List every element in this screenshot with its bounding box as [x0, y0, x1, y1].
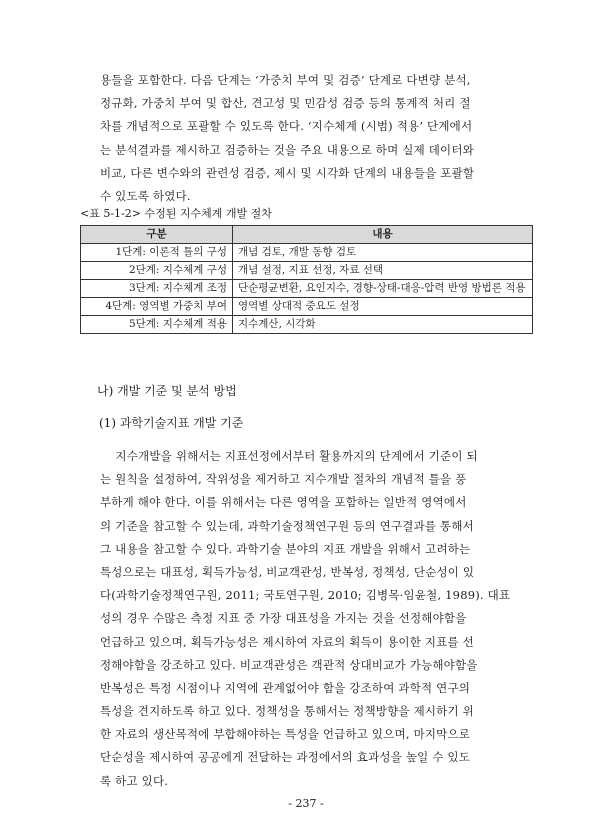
content-cell: 개념 설정, 지표 선정, 자료 선택: [233, 262, 533, 280]
table-row: [81, 280, 533, 298]
intro-paragraph: [100, 69, 532, 208]
text-line: 그 내용을 참고할 수 있다. 과학기술 분야의 지표 개발을 위해서 고려하는: [100, 541, 471, 556]
text-line: 의 기준을 참고할 수 있는데, 과학기술정책연구원 등의 연구결과를 통해서: [100, 518, 474, 533]
text-line: 다(과학기술정책연구원, 2011; 국토연구원, 2010; 김병목·임윤철, 1989). 대표: [100, 588, 511, 603]
text-line: 는 분석결과를 제시하고 검증하는 것을 주요 내용으로 하며 실제 데이터와: [100, 142, 474, 157]
text-line: 특성으로는 대표성, 획득가능성, 비교객관성, 반복성, 정책성, 단순성이 있: [100, 564, 475, 579]
text-line: 록 하고 있다.: [100, 773, 169, 788]
stage-cell: 5단계: 지수체계 적용: [81, 316, 233, 334]
stage-cell: 2단계: 지수체계 구성: [81, 262, 233, 280]
text-line: 특성을 견지하도록 하고 있다. 정책성을 통해서는 정책방향을 제시하기 위: [100, 704, 474, 719]
table-row: [81, 244, 533, 262]
content-cell: 단순평균변환, 요인지수, 경향-상태-대응-압력 반영 방법론 적용: [233, 280, 533, 298]
stage-cell: 4단계: 영역별 가중치 부여: [81, 298, 233, 316]
text-line: 차를 개념적으로 포괄할 수 있도록 한다. ‘지수체계 (시범) 적용’ 단계에서: [100, 119, 473, 134]
text-line: 용들을 포함한다. 다음 단계는 ‘가중치 부여 및 검증’ 단계로 다변량 분석,: [100, 73, 471, 87]
text-line: 부하게 해야 한다. 이를 위해서는 다른 영역을 포함하는 일반적 영역에서: [100, 495, 467, 510]
text-line: 는 원칙을 설정하여, 작위성을 제거하고 지수개발 절차의 개념적 틀을 풍: [100, 472, 467, 487]
table-row: [81, 262, 533, 280]
table-caption: <표 5-1-2> 수정된 지수체계 개발 절차: [80, 207, 272, 220]
column-header-content: 내용: [233, 226, 533, 244]
page-number: - 237 -: [288, 797, 324, 810]
body-paragraph: [100, 445, 532, 793]
text-line: 정규화, 가중치 부여 및 합산, 견고성 및 민감성 검증 등의 통계적 처리 절: [100, 96, 471, 111]
table-header-row: [81, 226, 533, 244]
column-header-stage: 구분: [81, 226, 233, 244]
text-line: 지수개발을 위해서는 지표선정에서부터 활용까지의 단계에서 기준이 되: [100, 449, 478, 463]
text-line: 한 자료의 생산목적에 부합해야하는 특성을 언급하고 있으며, 마지막으로: [100, 727, 471, 742]
section-heading: 나) 개발 기준 및 분석 방법: [97, 384, 237, 398]
text-line: 비교, 다른 변수와의 관련성 검증, 제시 및 시각화 단계의 내용들을 포괄할: [100, 165, 475, 180]
text-line: 정해야함을 강조하고 있다. 비교객관성은 객관적 상대비교가 가능해야함을: [100, 657, 478, 672]
text-line: 수 있도록 하였다.: [100, 188, 191, 203]
text-line: 반복성은 특정 시점이나 지역에 관계없어야 함을 강조하여 과학적 연구의: [100, 680, 471, 695]
content-cell: 지수계산, 시각화: [233, 316, 533, 334]
text-line: 성의 경우 수많은 측정 지표 중 가장 대표성을 가지는 것을 선정해야함을: [100, 611, 467, 626]
content-cell: 영역별 상대적 중요도 설정: [233, 298, 533, 316]
text-line: 단순성을 제시하여 공공에게 전달하는 과정에서의 효과성을 높일 수 있도: [100, 750, 471, 765]
stage-cell: 3단계: 지수체계 조정: [81, 280, 233, 298]
table-row: [81, 298, 533, 316]
stage-cell: 1단계: 이론적 틀의 구성: [81, 244, 233, 262]
text-line: 언급하고 있으며, 획득가능성은 제시하여 자료의 획득이 용이한 지표를 선: [100, 634, 474, 649]
subsection-heading: (1) 과학기술지표 개발 기준: [99, 416, 244, 430]
procedure-table: [80, 225, 533, 334]
table-row: [81, 316, 533, 334]
content-cell: 개념 검토, 개발 동향 검토: [233, 244, 533, 262]
